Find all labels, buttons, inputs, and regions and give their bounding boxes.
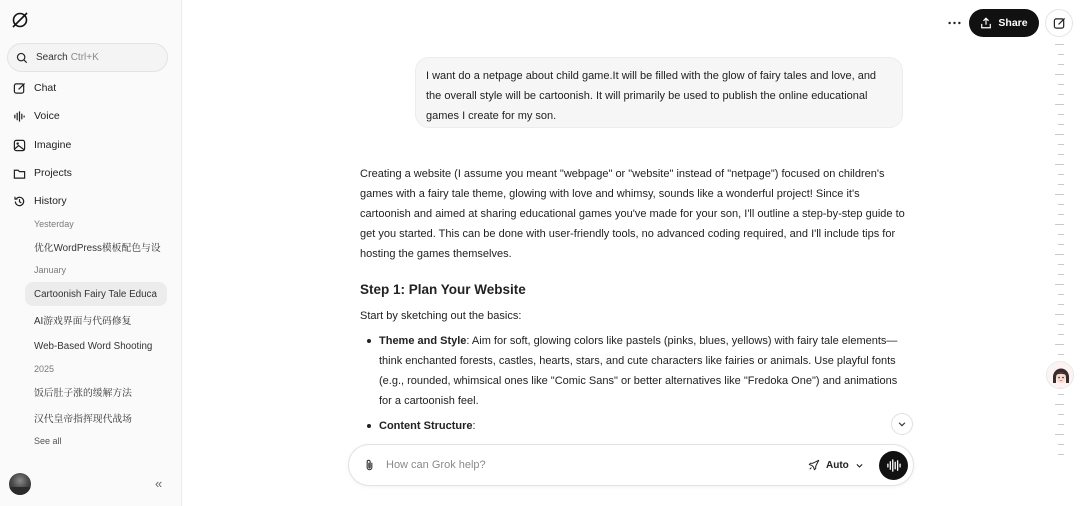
history-item-label: 汉代皇帝指挥现代战场: [34, 414, 132, 425]
sidebar-item-label: History: [34, 195, 67, 207]
scroll-tick: [1058, 204, 1064, 205]
scroll-tick: [1058, 144, 1064, 145]
scroll-tick: [1058, 214, 1064, 215]
see-all-link[interactable]: See all: [34, 436, 62, 446]
sidebar-item-voice[interactable]: [13, 108, 60, 124]
scroll-tick: [1055, 134, 1064, 135]
history-item-label: 饭后肚子涨的缓解方法: [34, 388, 132, 399]
attach-icon[interactable]: [363, 459, 376, 472]
scroll-tick: [1058, 324, 1064, 325]
waveform-icon: [886, 458, 901, 473]
scroll-tick: [1055, 344, 1064, 345]
search-shortcut: Ctrl+K: [70, 52, 99, 63]
list-item: [360, 331, 905, 411]
history-item-label: Web-Based Word Shooting: [34, 340, 153, 352]
history-group-label: Yesterday: [34, 219, 74, 229]
reply-paragraph: Start by sketching out the basics:: [360, 310, 522, 322]
sidebar-item-label: Chat: [34, 82, 57, 94]
history-group-label: January: [34, 265, 67, 275]
sidebar-item-imagine[interactable]: [13, 137, 71, 153]
chat-edit-icon: [13, 82, 26, 95]
list-item-text: : Aim for soft, glowing colors like pastels (pinks, blues, yellows) with fairy tale elements—think enchanted forests, castles, hearts, stars, and cute characters like fairies or animals. Use playful fonts (e.g., rounded, whimsical ones like "Comic Sans" or better alternatives like "Fredoka One") and animations for a cartoonish feel.: [379, 335, 898, 407]
list-item-title: Content Structure: [379, 420, 473, 432]
history-group-label: 2025: [34, 364, 55, 374]
reply-intro: Creating a website (I assume you meant "webpage" or "website" instead of "netpage") focused on children's games with a fairy tale theme, glowing with love and whimsy, sounds like a wonderful project! Since it's cartoonish and aimed at sharing educational games you've made for your son, I'll outline a step-by-step guide to get you started. This can be done with user-friendly tools, no advanced coding required, and I'll include tips for hosting the games themselves.: [360, 168, 905, 260]
sidebar-item-projects[interactable]: [13, 165, 72, 181]
history-item-label: 优化WordPress模板配色与设: [34, 243, 161, 254]
scroll-tick: [1058, 184, 1064, 185]
chevron-down-icon: [855, 461, 864, 470]
scroll-tick: [1058, 94, 1064, 95]
collapse-sidebar-icon[interactable]: «: [155, 476, 163, 491]
composer: [348, 444, 914, 486]
list-item-text: :: [472, 420, 476, 432]
sidebar-item-chat[interactable]: [13, 80, 56, 96]
share-label: Share: [998, 17, 1028, 29]
grok-logo-icon[interactable]: [10, 10, 30, 30]
sidebar-item-history[interactable]: [13, 193, 67, 209]
scroll-tick: [1058, 334, 1064, 335]
new-chat-button[interactable]: [1045, 9, 1073, 37]
history-item-label: Cartoonish Fairy Tale Educa: [34, 288, 157, 300]
user-message: I want do a netpage about child game.It will be filled with the glow of fairy tales and love, and the overall style will be cartoonish. It will primarily be used to publish the online educational games I create for my son.: [415, 57, 903, 128]
search-icon: [16, 52, 28, 64]
scroll-tick: [1058, 274, 1064, 275]
assistant-reply: [360, 164, 905, 441]
image-icon: [13, 139, 26, 152]
scroll-tick: [1055, 404, 1064, 405]
list-item: [360, 416, 905, 436]
scroll-tick: [1058, 154, 1064, 155]
history-icon: [13, 195, 26, 208]
scroll-tick: [1058, 444, 1064, 445]
share-upload-icon: [980, 17, 992, 29]
sidebar: [0, 0, 182, 506]
chevron-down-icon: [897, 419, 907, 429]
history-item-active[interactable]: [25, 282, 167, 306]
sidebar-item-label: Imagine: [34, 139, 72, 151]
scroll-tick: [1058, 294, 1064, 295]
scroll-tick: [1055, 104, 1064, 105]
scroll-tick: [1058, 304, 1064, 305]
history-item[interactable]: [25, 334, 167, 358]
voice-mode-button[interactable]: [879, 451, 908, 480]
more-options-icon[interactable]: [944, 14, 964, 32]
scroll-tick: [1058, 454, 1064, 455]
scroll-tick: [1055, 284, 1064, 285]
conversation-scroll-markers[interactable]: [1055, 44, 1065, 464]
avatar[interactable]: [9, 473, 31, 495]
scroll-tick: [1055, 314, 1064, 315]
model-mode-select[interactable]: [808, 459, 870, 471]
reply-list: [360, 331, 905, 436]
sidebar-item-label: Projects: [34, 167, 72, 179]
scroll-tick: [1058, 264, 1064, 265]
history-item-label: AI游戏界面与代码修复: [34, 316, 132, 327]
scroll-tick: [1055, 224, 1064, 225]
scroll-tick: [1058, 54, 1064, 55]
scroll-tick: [1058, 414, 1064, 415]
folder-icon: [13, 167, 26, 180]
scroll-tick: [1055, 194, 1064, 195]
scroll-tick: [1055, 44, 1064, 45]
scroll-to-bottom-button[interactable]: [891, 413, 913, 435]
scroll-tick: [1058, 424, 1064, 425]
history-item[interactable]: [25, 406, 167, 430]
rocket-icon: [808, 459, 820, 471]
scroll-tick: [1058, 124, 1064, 125]
history-item[interactable]: [25, 308, 167, 332]
companion-avatar[interactable]: [1046, 361, 1074, 389]
scroll-tick: [1055, 434, 1064, 435]
search-label: Search: [36, 52, 68, 63]
reply-heading: Step 1: Plan Your Website: [360, 282, 526, 297]
scroll-tick: [1058, 354, 1064, 355]
sidebar-item-label: Voice: [34, 110, 60, 122]
scroll-tick: [1058, 64, 1064, 65]
share-button[interactable]: [969, 9, 1039, 37]
scroll-tick: [1058, 234, 1064, 235]
list-item-title: Theme and Style: [379, 335, 467, 347]
scroll-tick: [1058, 174, 1064, 175]
scroll-tick: [1058, 244, 1064, 245]
waveform-icon: [13, 110, 26, 123]
scroll-tick: [1055, 74, 1064, 75]
history-item[interactable]: [25, 235, 167, 259]
history-item[interactable]: [25, 380, 167, 404]
edit-icon: [1053, 17, 1066, 30]
scroll-tick: [1058, 394, 1064, 395]
mode-label: Auto: [826, 459, 849, 471]
scroll-tick: [1058, 114, 1064, 115]
scroll-tick: [1058, 84, 1064, 85]
scroll-tick: [1055, 254, 1064, 255]
prompt-input[interactable]: How can Grok help?: [386, 459, 486, 471]
scroll-tick: [1055, 164, 1064, 165]
search-input[interactable]: [7, 43, 168, 72]
